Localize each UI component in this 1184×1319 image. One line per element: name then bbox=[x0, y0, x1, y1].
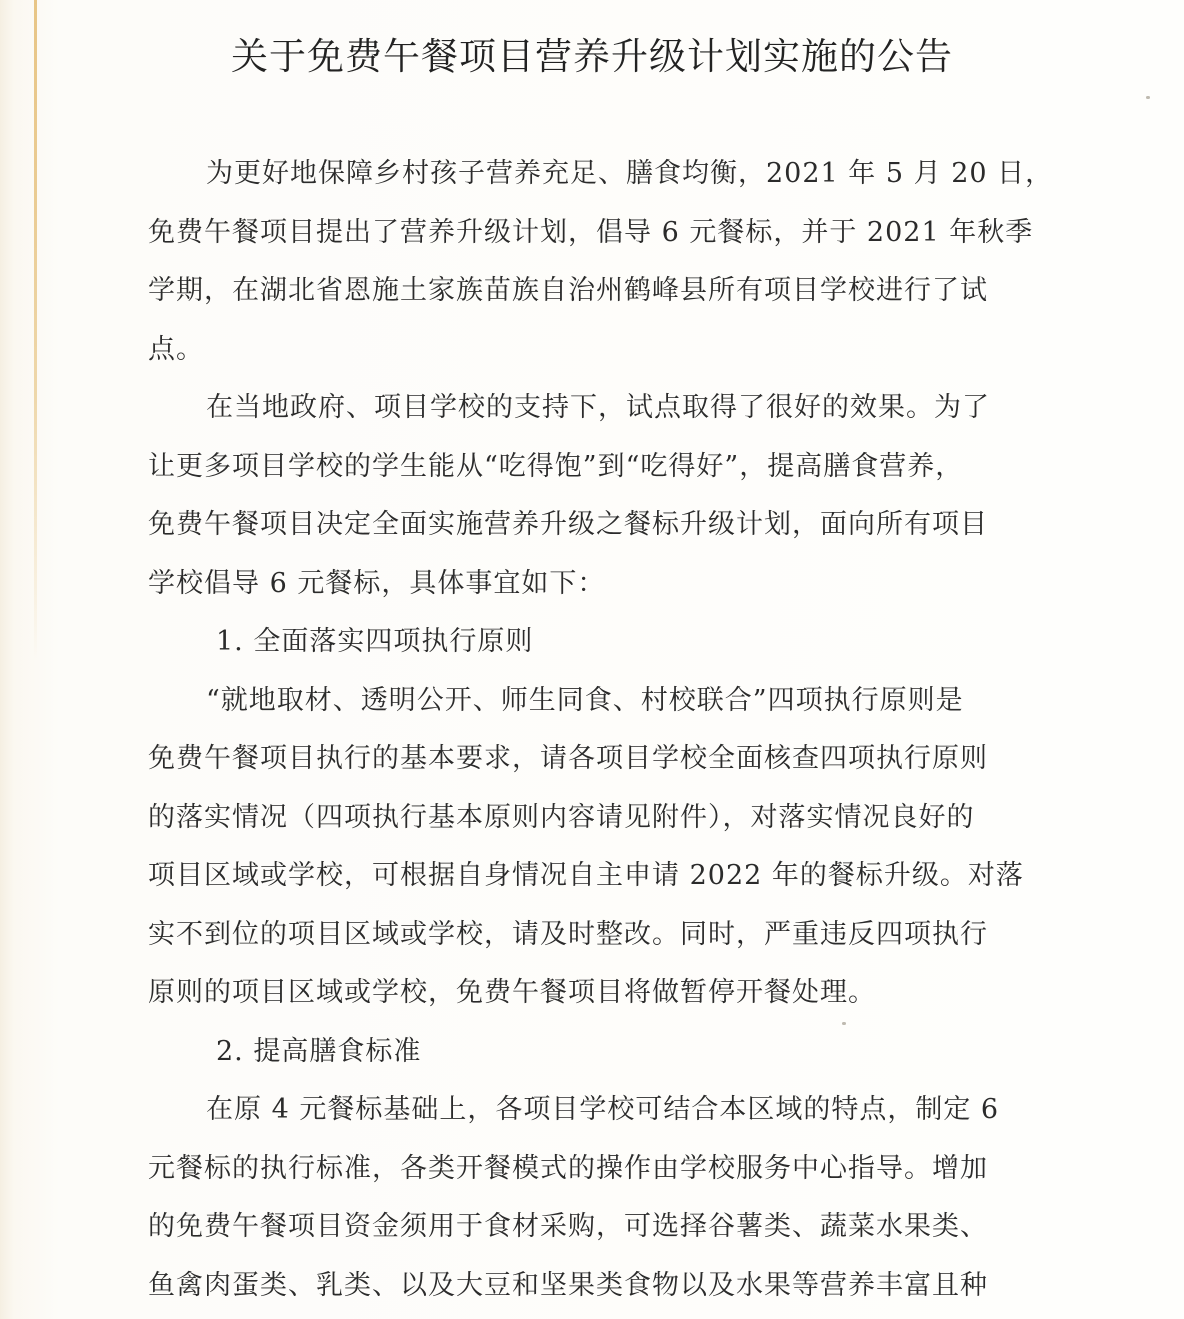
body-line: 在原 4 元餐标基础上，各项目学校可结合本区域的特点，制定 6 bbox=[206, 1094, 1000, 1125]
body-line: 免费午餐项目提出了营养升级计划，倡导 6 元餐标，并于 2021 年秋季 bbox=[148, 216, 1034, 248]
document-title: 关于免费午餐项目营养升级计划实施的公告 bbox=[231, 35, 953, 78]
body-line: 的落实情况（四项执行基本原则内容请见附件），对落实情况良好的 bbox=[148, 801, 975, 833]
body-line: 学校倡导 6 元餐标，具体事宜如下： bbox=[148, 567, 606, 599]
body-line: 免费午餐项目决定全面实施营养升级之餐标升级计划，面向所有项目 bbox=[148, 509, 988, 540]
body-line: 原则的项目区域或学校，免费午餐项目将做暂停开餐处理。 bbox=[148, 977, 876, 1008]
body-line: 免费午餐项目执行的基本要求，请各项目学校全面核查四项执行原则 bbox=[148, 743, 988, 774]
body-line: 项目区域或学校，可根据自身情况自主申请 2022 年的餐标升级。对落 bbox=[148, 860, 1024, 891]
body-line: 让更多项目学校的学生能从“吃得饱”到“吃得好”，提高膳食营养， bbox=[148, 450, 964, 482]
document-body bbox=[148, 145, 1053, 1315]
section-heading: 1. 全面落实四项执行原则 bbox=[216, 626, 534, 657]
body-line: 元餐标的执行标准，各类开餐模式的操作由学校服务中心指导。增加 bbox=[148, 1152, 988, 1184]
paper-edge-mark bbox=[34, 0, 37, 660]
paper-speck bbox=[1146, 96, 1150, 99]
body-line: 鱼禽肉蛋类、乳类、以及大豆和坚果类食物以及水果等营养丰富且种 bbox=[148, 1269, 988, 1301]
body-line: 学期，在湖北省恩施土家族苗族自治州鹤峰县所有项目学校进行了试 bbox=[148, 275, 988, 306]
body-line: 为更好地保障乡村孩子营养充足、膳食均衡，2021 年 5 月 20 日， bbox=[206, 158, 1054, 189]
body-line: 在当地政府、项目学校的支持下，试点取得了很好的效果。为了 bbox=[206, 392, 990, 423]
body-line: 的免费午餐项目资金须用于食材采购，可选择谷薯类、蔬菜水果类、 bbox=[148, 1211, 988, 1242]
body-line: 实不到位的项目区域或学校，请及时整改。同时，严重违反四项执行 bbox=[148, 918, 988, 950]
body-line: 点。 bbox=[148, 333, 204, 365]
body-line: “就地取材、透明公开、师生同食、村校联合”四项执行原则是 bbox=[206, 684, 964, 716]
section-heading: 2. 提高膳食标准 bbox=[216, 1035, 422, 1067]
